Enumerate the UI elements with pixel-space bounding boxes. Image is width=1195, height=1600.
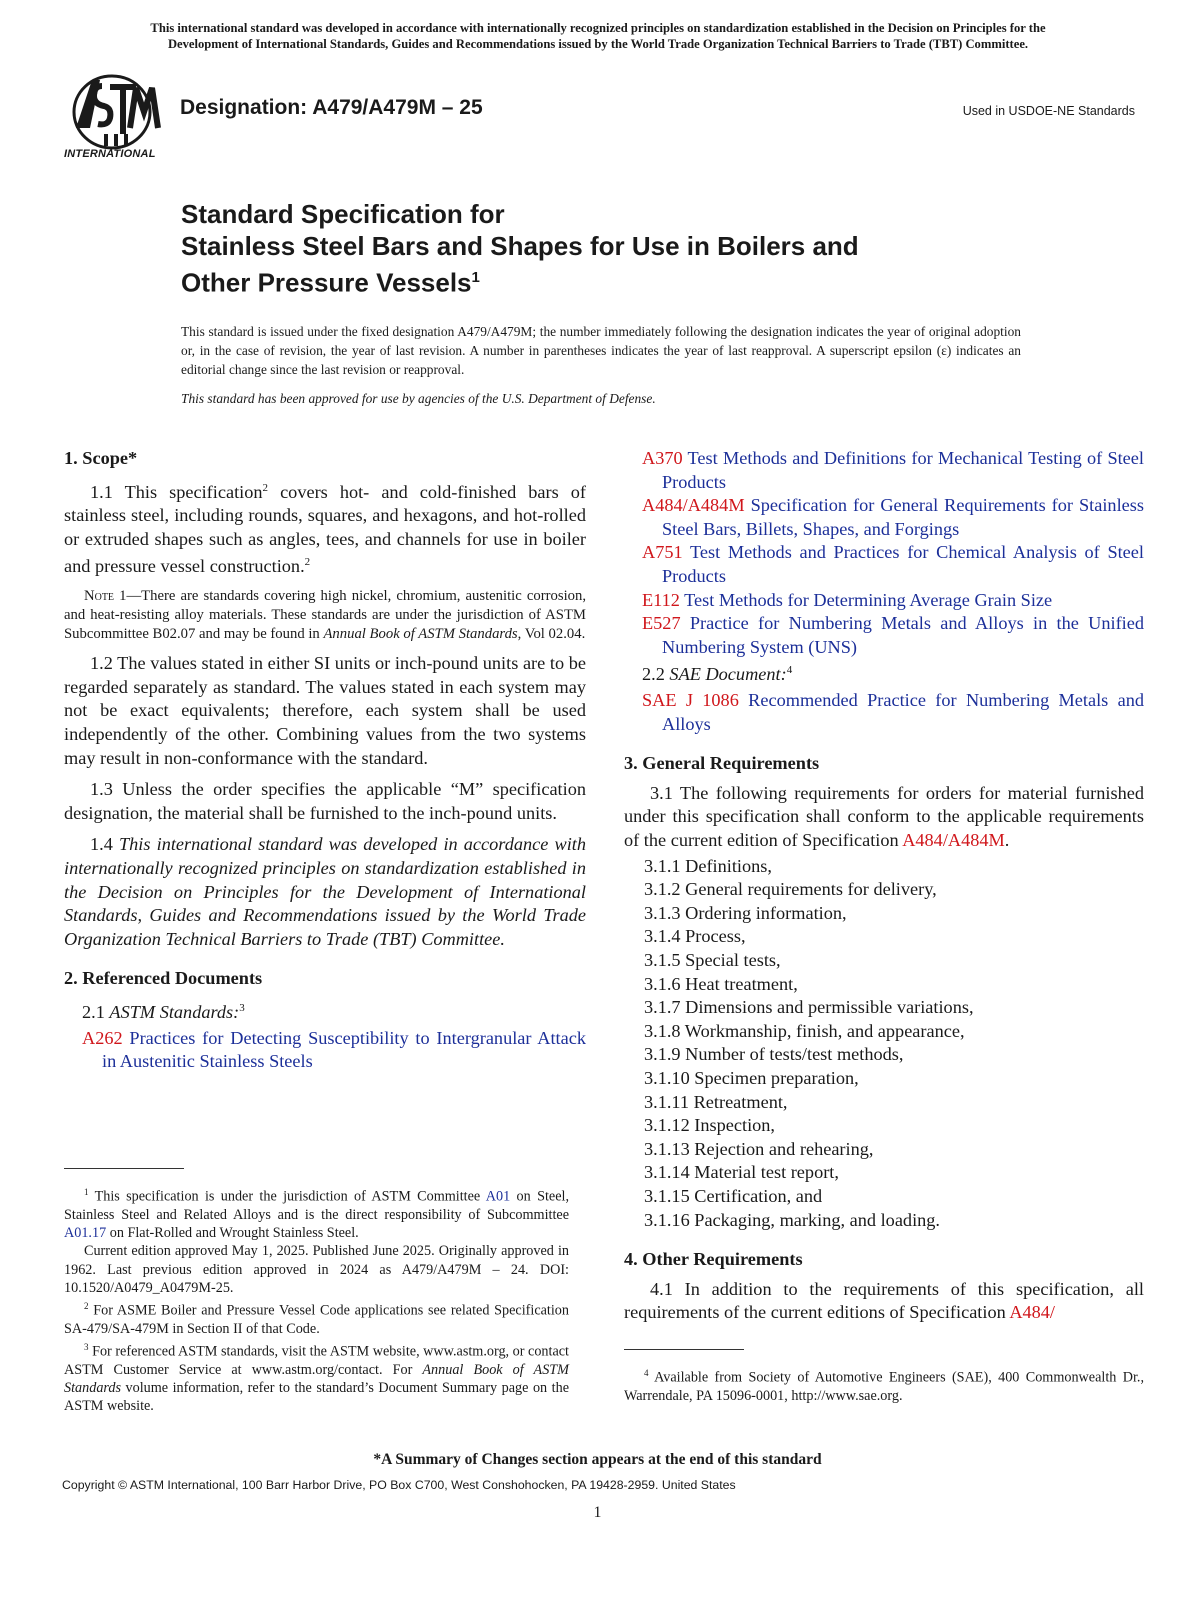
ref-e112-title[interactable]: Test Methods for Determining Average Grain Size [679, 589, 1053, 610]
para-1-1-sup1: 2 [262, 481, 269, 494]
footnote-2-mark: 2 [84, 1300, 89, 1311]
section-other-heading: 4. Other Requirements [624, 1249, 803, 1270]
para-1-2: 1.2 The values stated in either SI units or inch-pound units are to be regarded separately as standard. The values stated in each system may not be exact equivalents; therefore, each system shall be used independently of the other. Combining values from the two systems may result in non-conformance with the standard. [64, 653, 586, 768]
preamble: This standard is issued under the fixed designation A479/A479M; the number immediately following the designation indicates the year of original adoption or, in the case of revision, the year of last revision. A number in parentheses indicates the year of last reapproval. A superscript epsilon (ε) indicates an editorial change since the last revision or reapproval. [181, 324, 1021, 377]
footnote-3-mark: 3 [84, 1342, 89, 1353]
para-4-1-text: 4.1 In addition to the requirements of this specification, all requirements of the current editions of Specification [624, 1278, 1144, 1323]
list-item: 3.1.6 Heat treatment, [644, 973, 798, 994]
left-column [64, 447, 586, 1074]
astm-logo [64, 72, 168, 166]
section-scope-heading: 1. Scope* [64, 448, 138, 468]
ref-e112-code[interactable]: E112 [642, 589, 680, 610]
document-title [181, 198, 859, 299]
list-item: 3.1.10 Specimen preparation, [644, 1067, 859, 1088]
footnote-2 [64, 1297, 569, 1338]
dod-approval: This standard has been approved for use by agencies of the U.S. Department of Defense. [181, 391, 656, 406]
title-line2: Stainless Steel Bars and Shapes for Use in Boilers and [181, 231, 859, 261]
list-item: 3.1.9 Number of tests/test methods, [644, 1044, 904, 1065]
used-in-label: Used in USDOE-NE Standards [962, 104, 1135, 118]
para-2-2-text: SAE Document: [669, 664, 787, 685]
footnote-1-a: This specification is under the jurisdiction of ASTM Committee [88, 1188, 486, 1205]
footnote-1-edition: Current edition approved May 1, 2025. Published June 2025. Originally approved in 1962. Last previous edition approved in 2024 as A479/A479M – 24. DOI: 10.1520/A0479_A0479M-25. [64, 1243, 569, 1296]
para-2-1-sup: 3 [239, 1001, 245, 1014]
designation: Designation: A479/A479M – 25 [180, 96, 483, 119]
list-item: 3.1.7 Dimensions and permissible variations, [644, 997, 974, 1018]
ref-a262-title[interactable]: Practices for Detecting Susceptibility to Intergranular Attack in Austenitic Stainless Steels [102, 1027, 586, 1072]
title-footnote-mark: 1 [471, 269, 480, 286]
footnotes-block-left [64, 1183, 569, 1416]
footnote-1-c: on Flat-Rolled and Wrought Stainless Steel. [106, 1225, 359, 1242]
para-3-1-link[interactable]: A484/A484M [902, 830, 1005, 850]
para-2-1-text: ASTM Standards: [109, 1001, 240, 1022]
title-line1: Standard Specification for [181, 199, 505, 229]
ref-sae-code[interactable]: SAE J 1086 [642, 690, 739, 711]
para-1-1-a: 1.1 This specification [90, 481, 263, 502]
footnote-4 [624, 1364, 1144, 1405]
note-1-end: , Vol 02.04. [517, 626, 586, 643]
list-item: 3.1.5 Special tests, [644, 949, 781, 970]
list-item: 3.1.3 Ordering information, [644, 902, 847, 923]
para-2-2-sup: 4 [786, 664, 793, 677]
top-notice-line1: This international standard was developed in accordance with internationally recognized principles on standardization established in the Decision on Principles for the [150, 21, 1046, 35]
footnote-4-mark: 4 [644, 1368, 649, 1378]
ref-e112[interactable] [624, 589, 1144, 613]
footnote-1-link-a01[interactable]: A01 [485, 1188, 511, 1205]
para-2-1-num: 2.1 [82, 1001, 110, 1022]
para-1-1 [64, 477, 586, 580]
ref-a370-title[interactable]: Test Methods and Definitions for Mechanical Testing of Steel Products [662, 448, 1144, 492]
para-4-1-link[interactable]: A484/ [1009, 1302, 1056, 1323]
ref-sae-j1086[interactable] [624, 689, 1144, 736]
summary-of-changes-note: *A Summary of Changes section appears at the end of this standard [373, 1451, 822, 1468]
list-item: 3.1.1 Definitions, [644, 855, 772, 876]
para-1-4 [64, 833, 586, 951]
ref-a370-code[interactable]: A370 [642, 448, 683, 468]
footnote-rule-right [624, 1349, 744, 1350]
left-footnotes [64, 1168, 569, 1416]
footnote-3-b: volume information, refer to the standard’s Document Summary page on the ASTM website. [64, 1380, 569, 1415]
footnote-1 [64, 1183, 569, 1242]
para-2-2-num: 2.2 [642, 664, 670, 685]
para-1-3: 1.3 Unless the order specifies the applicable “M” specification designation, the material shall be furnished to the inch-pound units. [64, 779, 586, 823]
footnote-1-mark: 1 [84, 1187, 89, 1197]
general-requirements-list [624, 855, 1144, 1233]
ref-a751-code[interactable]: A751 [642, 542, 683, 563]
top-notice [62, 20, 1134, 52]
ref-e527[interactable] [624, 612, 1144, 659]
footnote-4-text: Available from Society of Automotive Engineers (SAE), 400 Commonwealth Dr., Warrendale, PA 15096-0001, http://www.sae.org. [624, 1369, 1144, 1404]
list-item: 3.1.8 Workmanship, finish, and appearance, [644, 1020, 965, 1041]
para-2-2 [624, 659, 1144, 687]
copyright: Copyright © ASTM International, 100 Barr Harbor Drive, PO Box C700, West Conshohocken, PA 19428-2959. United States [62, 1478, 736, 1492]
para-1-4-text: This international standard was developed in accordance with internationally recognized principles on standardization established in the Decision on Principles for the Development of International Standards, Guides and Recommendations issued by the World Trade Organization Technical Barriers to Trade (TBT) Committee. [64, 834, 587, 949]
right-footnotes [624, 1349, 1144, 1405]
footnote-rule-left [64, 1168, 184, 1169]
para-2-1 [64, 997, 586, 1025]
para-1-1-b: covers hot- and cold-finished bars of stainless steel, including rounds, squares, and hexagons, and hot-rolled or extruded shapes such as angles, tees, and channels for use in boiler and pressure vessel construction. [64, 481, 586, 577]
ref-a484-title[interactable]: Specification for General Requirements for Stainless Steel Bars, Billets, Shapes, and Forgings [662, 495, 1144, 539]
footnote-1-link-a0117[interactable]: A01.17 [64, 1225, 107, 1242]
footnote-3-a: For referenced ASTM standards, visit the ASTM website, www.astm.org, or contact ASTM Customer Service at www.astm.org/contact. For [64, 1343, 569, 1379]
list-item: 3.1.16 Packaging, marking, and loading. [644, 1209, 940, 1230]
footnote-2-text: For ASME Boiler and Pressure Vessel Code applications see related Specification SA-479/SA-479M in Section II of that Code. [64, 1302, 569, 1337]
note-1-text: —There are standards covering high nickel, chromium, austenitic corrosion, and heat-resisting alloy materials. These standards are under the jurisdiction of ASTM Subcommittee B02.07 and may be found in [64, 588, 587, 643]
ref-a262-code[interactable]: A262 [82, 1027, 123, 1048]
section-refdocs-heading: 2. Referenced Documents [64, 968, 263, 989]
list-item: 3.1.11 Retreatment, [644, 1091, 788, 1112]
footnote-3 [64, 1338, 569, 1416]
right-column [624, 447, 1144, 1333]
list-item: 3.1.2 General requirements for delivery, [644, 879, 937, 900]
note-1 [64, 587, 586, 644]
ref-e527-title[interactable]: Practice for Numbering Metals and Alloys in the Unified Numbering System (UNS) [662, 613, 1144, 657]
para-1-4-num: 1.4 [90, 834, 119, 855]
para-3-1-end: . [1004, 830, 1010, 850]
para-3-1-text: 3.1 The following requirements for orders for material furnished under this specification shall conform to the applicable requirements of the current edition of Specification [624, 782, 1144, 850]
ref-sae-title[interactable]: Recommended Practice for Numbering Metals and Alloys [662, 690, 1144, 734]
list-item: 3.1.4 Process, [644, 926, 746, 947]
ref-a484[interactable] [624, 494, 1144, 541]
list-item: 3.1.13 Rejection and rehearing, [644, 1138, 874, 1159]
footnote-1-b: on Steel, Stainless Steel and Related Alloys and is the direct responsibility of Subcommittee [64, 1188, 569, 1223]
top-notice-line2: Development of International Standards, Guides and Recommendations issued by the World Trade Organization Technical Barriers to Trade (TBT) Committee. [167, 37, 1029, 51]
para-3-1 [624, 782, 1144, 853]
footnote-3-italic: Annual Book of ASTM Standards [64, 1362, 569, 1397]
ref-a751[interactable] [624, 541, 1144, 588]
para-4-1 [624, 1278, 1144, 1325]
title-line3: Other Pressure Vessels [181, 267, 472, 298]
note-1-italic: Annual Book of ASTM Standards [323, 626, 518, 643]
list-item: 3.1.12 Inspection, [644, 1115, 775, 1136]
note-1-label: Note 1 [84, 588, 127, 605]
ref-a370[interactable] [624, 447, 1144, 494]
list-item: 3.1.15 Certification, and [644, 1185, 823, 1206]
page-number: 1 [593, 1504, 602, 1521]
section-general-heading: 3. General Requirements [624, 753, 820, 774]
ref-e527-code[interactable]: E527 [642, 613, 681, 634]
logo-international-text: INTERNATIONAL [64, 148, 156, 160]
ref-a484-code[interactable]: A484/A484M [642, 495, 745, 516]
ref-a262[interactable] [64, 1027, 586, 1074]
list-item: 3.1.14 Material test report, [644, 1162, 839, 1183]
para-1-1-sup2: 2 [304, 556, 311, 569]
ref-a751-title[interactable]: Test Methods and Practices for Chemical Analysis of Steel Products [662, 542, 1144, 586]
